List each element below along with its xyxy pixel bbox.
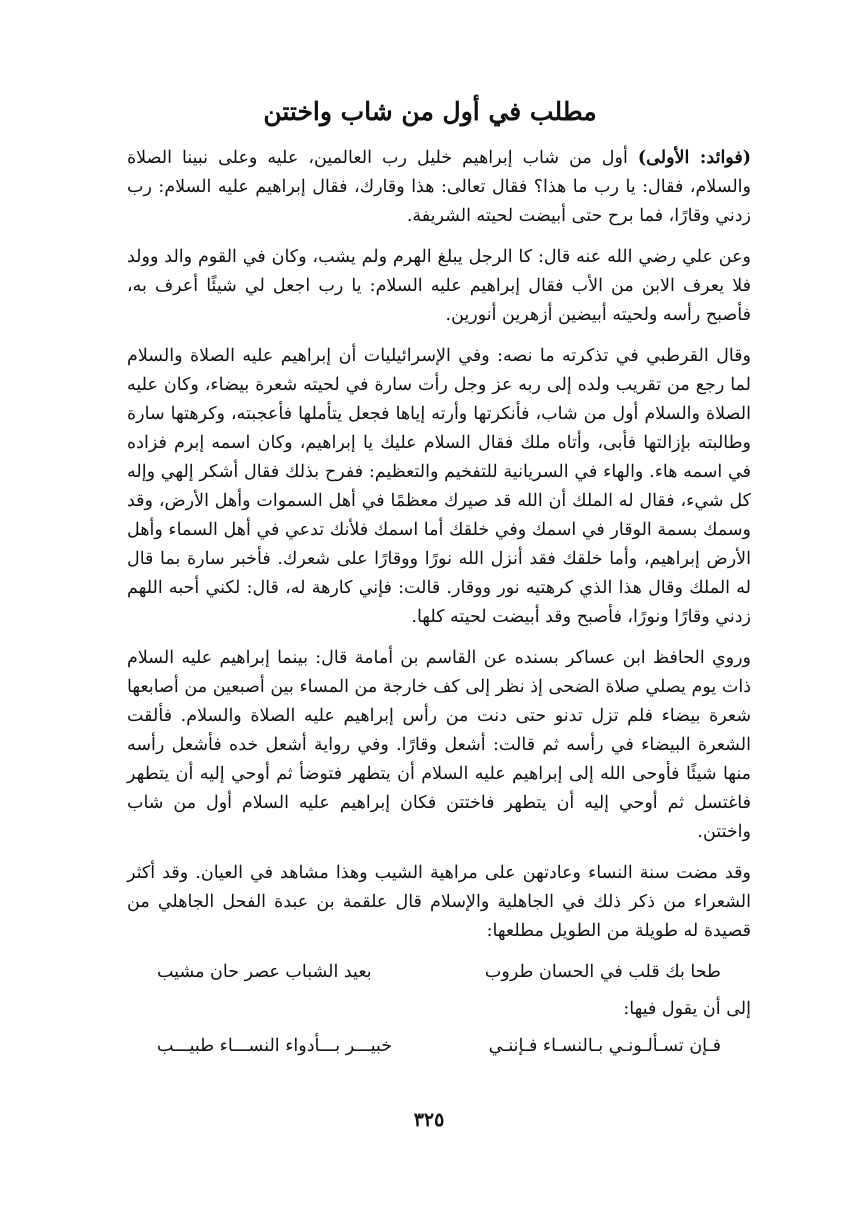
poem-hemistich-second: بعيد الشباب عصر حان مشيب xyxy=(157,962,372,982)
paragraph-4 xyxy=(127,644,751,847)
body-text xyxy=(127,144,751,1069)
page-number: ٣٢٥ xyxy=(413,1109,445,1131)
paragraph-lead: (فوائد: الأولى) xyxy=(637,148,751,168)
paragraph-1 xyxy=(127,144,751,231)
poem-verse-1 xyxy=(127,958,751,987)
paragraph-text: وروي الحافظ ابن عساكر بسنده عن القاسم بن أمامة قال: بينما إبراهيم عليه السلام ذات يوم يصلي صلاة الضحى إذ نظر إلى كف خارجة من المساء بين أصبعين من أصابعها شعرة بيضاء فلم تزل تدنو حتى دنت من رأس إبراهيم عليه الصلاة والسلام. فألقت الشعرة البيضاء في رأسه ثم قالت: أشعل وقارًا. وفي رواية أشعل خده فأشعل رأسه منها شيئًا فأوحى الله إلى إبراهيم عليه السلام أن يتطهر فتوضأ ثم أوحي إليه أن يتطهر فاغتسل ثم أوحي إليه أن يتطهر فاختتن فكان إبراهيم عليه السلام أول من شاب واختتن. xyxy=(127,648,751,842)
paragraph-5 xyxy=(127,859,751,946)
poem-bridge-text: إلى أن يقول فيها: xyxy=(623,999,751,1019)
paragraph-text: وقال القرطبي في تذكرته ما نصه: وفي الإسرائيليات أن إبراهيم عليه الصلاة والسلام لما رجع من تقريب ولده إلى ربه عز وجل رأت سارة في لحيته شعرة بيضاء، وكان عليه الصلاة والسلام أول من شاب، فأنكرتها وأرته إياها فجعل يتأملها فأعجبته، وكرهتها سارة وطالبته بإزالتها فأبى، وأتاه ملك فقال السلام عليك يا إبراهيم، وكان اسمه إبرم فزاده في اسمه هاء. والهاء في السريانية للتفخيم والتعظيم: ففرح بذلك فقال أشكر إلهي وإله كل شيء، فقال له الملك أن الله قد صيرك معظمًا في أهل السموات وأهل الأرض، وقد وسمك بسمة الوقار في اسمك وفي خلقك أما اسمك فلأنك تدعي في أهل السماء وأهل الأرض إبراهيم، وأما خلقك فقد أنزل الله نورًا ووقارًا على شعرك. فأخبر سارة بما قال له الملك وقال هذا الذي كرهتيه نور ووقار. قالت: فإني كارهة له، قال: لكني أحبه اللهم زدني وقارًا ونورًا، فأصبح وقد أبيضت لحيته كلها. xyxy=(127,346,751,627)
page-title: مطلب في أول من شاب واختتن xyxy=(263,97,597,126)
paragraph-2 xyxy=(127,243,751,330)
paragraph-text: وقد مضت سنة النساء وعادتهن على مراهية الشيب وهذا مشاهد في العيان. وقد أكثر الشعراء من ذكر ذلك في الجاهلية والإسلام قال علقمة بن عبدة الفحل الجاهلي من قصيدة له طويلة من الطويل مطلعها: xyxy=(127,863,751,941)
poem-hemistich-first: فـإن تسـألـونـي بـالنسـاء فـإننـي xyxy=(488,1036,721,1056)
paragraph-text: أول من شاب إبراهيم خليل رب العالمين، عليه وعلى نبينا الصلاة والسلام، فقال: يا رب ما هذا؟ فقال تعالى: هذا وقارك، فقال إبراهيم عليه السلام: رب زدني وقارًا، فما برح حتى أبيضت لحيته الشريفة. xyxy=(127,148,751,226)
poem-verse-2 xyxy=(127,1032,751,1061)
paragraph-3 xyxy=(127,342,751,632)
poem-hemistich-second: خبيـــر بـــأدواء النســـاء طبيـــب xyxy=(157,1036,393,1056)
poem-hemistich-first: طحا بك قلب في الحسان طروب xyxy=(484,962,721,982)
paragraph-text: وعن علي رضي الله عنه قال: كا الرجل يبلغ الهرم ولم يشب، وكان في القوم والد وولد فلا يعرف الابن من الأب فقال إبراهيم عليه السلام: يا رب اجعل لي شيئًا أعرف به، فأصبح رأسه ولحيته أبيضين أزهرين أنورين. xyxy=(127,247,751,325)
